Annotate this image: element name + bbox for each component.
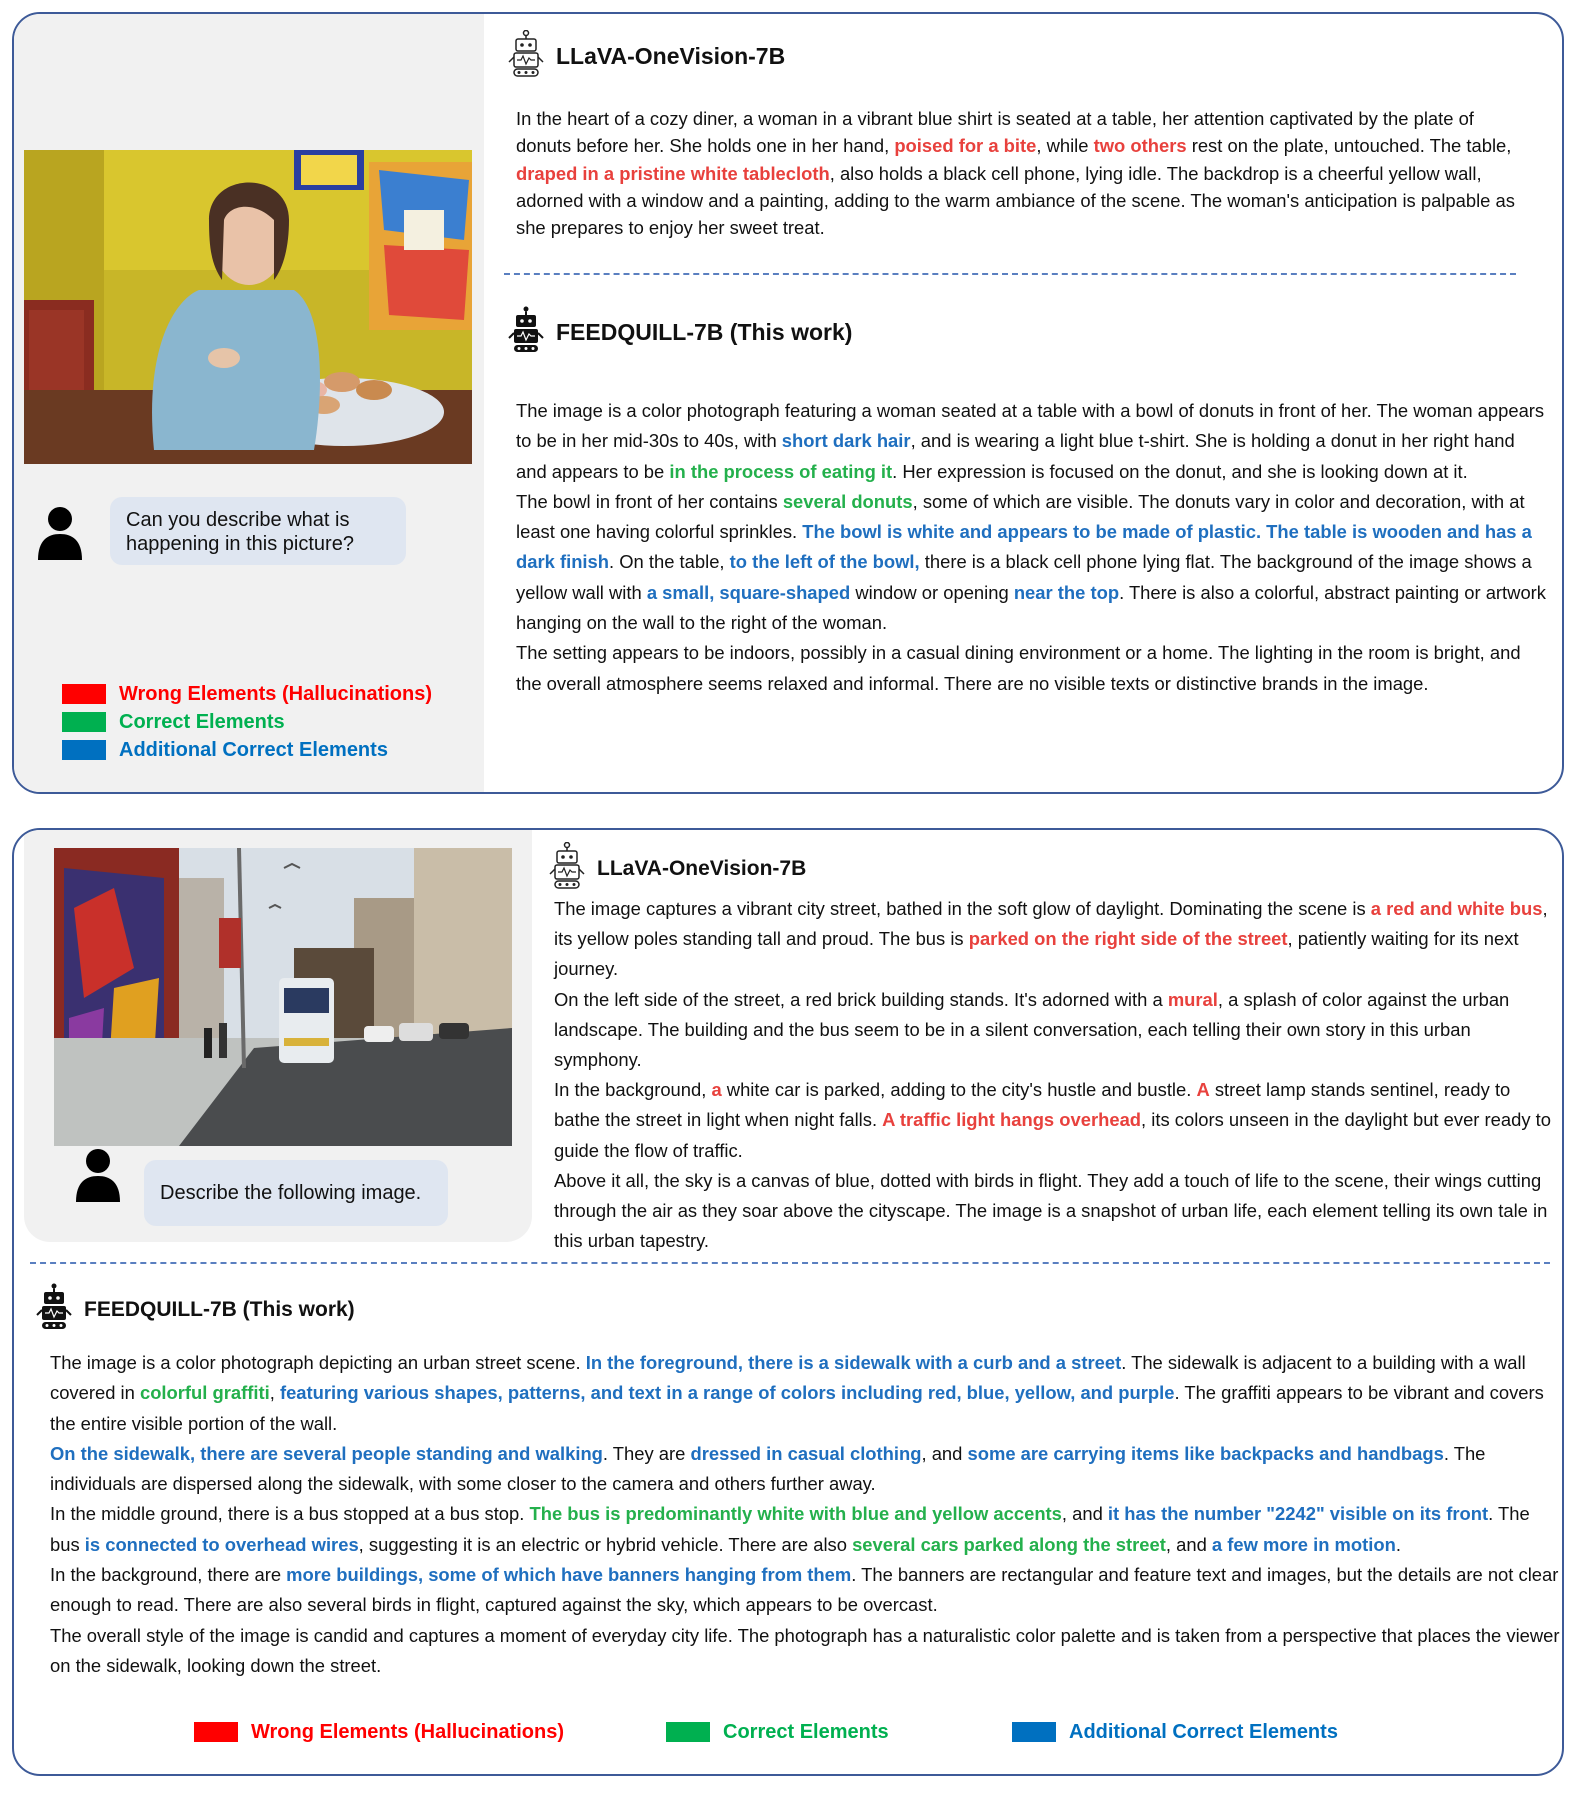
- response-paragraph: On the sidewalk, there are several people standing and walking. They are dressed in casual clothing, and some are carrying items like backpacks and handbags. The individuals are dispersed along the sidewalk, with some closer to the camera and others further away.: [50, 1442, 1486, 1495]
- model-name: FEEDQUILL-7B (This work): [84, 1297, 355, 1321]
- correct-element: several donuts: [782, 490, 913, 512]
- person-icon: [74, 1148, 122, 1202]
- legend-item-wrong: [194, 1718, 564, 1746]
- additional-correct-element: The bowl is white and appears to be made of plastic. The table is wooden and has a dark finish: [516, 521, 1532, 573]
- legend-label-wrong: Wrong Elements (Hallucinations): [119, 682, 432, 705]
- additional-correct-element: a small, square-shaped: [646, 581, 851, 603]
- legend: [62, 680, 432, 764]
- wrong-element: a red and white bus: [1370, 898, 1543, 919]
- additional-correct-element: near the top: [1013, 581, 1120, 603]
- legend-label-wrong: Wrong Elements (Hallucinations): [251, 1720, 564, 1743]
- response-paragraph: On the left side of the street, a red brick building stands. It's adorned with a mural, a splash of color against the urban landscape. The building and the bus seem to be in a silent conversation, each telling their own story in this urban symphony.: [554, 988, 1510, 1071]
- legend-swatch-correct: [666, 1722, 710, 1742]
- llava-model-header: [508, 30, 785, 83]
- wrong-element: a: [711, 1079, 722, 1101]
- response-paragraph: In the middle ground, there is a bus stopped at a bus stop. The bus is predominantly white with blue and yellow accents, and it has the number "2242" visible on its front. The bus is connected to overhead wires, suggesting it is an electric or hybrid vehicle. There are also several cars parked along the street, and a few more in motion.: [50, 1503, 1530, 1555]
- model-name: LLaVA-OneVision-7B: [556, 43, 786, 69]
- additional-correct-element: dressed in casual clothing: [690, 1442, 922, 1464]
- legend-swatch-additional: [1012, 1722, 1056, 1742]
- additional-correct-element: On the sidewalk, there are several people standing and walking: [50, 1442, 603, 1464]
- dashed-divider: [504, 273, 1516, 275]
- legend-item-correct: [62, 708, 432, 736]
- wrong-element: two others: [1093, 135, 1187, 157]
- additional-correct-element: more buildings, some of which have banners hanging from them: [286, 1564, 852, 1586]
- legend: [14, 1712, 1562, 1752]
- additional-correct-element: to the left of the bowl,: [729, 551, 920, 573]
- response-paragraph: In the background, there are more buildings, some of which have banners hanging from them. The banners are rectangular and feature text and images, but the details are not clear enough to read. There are also several birds in flight, captured against the sky, which appears to be overcast.: [50, 1564, 1559, 1616]
- legend-swatch-wrong: [194, 1722, 238, 1742]
- llava-response: [516, 105, 1526, 241]
- response-paragraph: In the heart of a cozy diner, a woman in a vibrant blue shirt is seated at a table, her attention captivated by the plate of donuts before her. She holds one in her hand, poised for a bite, while two others rest on the plate, untouched. The table, draped in a pristine white tablecloth, also holds a black cell phone, lying idle. The backdrop is a cheerful yellow wall, adorned with a window and a painting, adding to the warm ambiance of the scene. The woman's anticipation is palpable as she prepares to enjoy her sweet treat.: [516, 108, 1515, 239]
- robot-icon: [36, 1283, 72, 1336]
- additional-correct-element: is connected to overhead wires: [84, 1533, 359, 1555]
- wrong-element: draped in a pristine white tablecloth: [516, 162, 830, 184]
- additional-correct-element: short dark hair: [781, 430, 911, 452]
- example-1-panel: [12, 12, 1564, 794]
- legend-item-additional: [1012, 1718, 1338, 1746]
- feedquill-response: [516, 396, 1546, 699]
- model-name: LLaVA-OneVision-7B: [597, 856, 807, 880]
- wrong-element: A traffic light hangs overhead: [882, 1109, 1142, 1131]
- additional-correct-element: featuring various shapes, patterns, and text in a range of colors including red, blue, yellow, and purple: [279, 1382, 1175, 1404]
- correct-element: in the process of eating it: [669, 460, 893, 482]
- feedquill-response: [50, 1348, 1560, 1681]
- legend-swatch-additional: [62, 740, 106, 760]
- additional-correct-element: a few more in motion: [1211, 1533, 1396, 1555]
- legend-label-additional: Additional Correct Elements: [119, 738, 388, 761]
- response-paragraph: The image captures a vibrant city street, bathed in the soft glow of daylight. Dominating the scene is a red and white bus, its yellow poles standing tall and proud. The bus is parked on the right side of the street, patiently waiting for its next journey.: [554, 898, 1548, 980]
- wrong-element: mural: [1167, 988, 1218, 1010]
- legend-swatch-correct: [62, 712, 106, 732]
- additional-correct-element: some are carrying items like backpacks and handbags: [967, 1442, 1444, 1464]
- example-1-input-pane: [14, 14, 484, 792]
- user-question-bubble: Describe the following image.: [144, 1160, 448, 1226]
- legend-item-additional: [62, 736, 432, 764]
- wrong-element: A: [1196, 1079, 1210, 1101]
- feedquill-model-header: [36, 1283, 355, 1336]
- response-paragraph: The bowl in front of her contains several donuts, some of which are visible. The donuts vary in color and decoration, with at least one having colorful sprinkles. The bowl is white and appears to be made of plastic. The table is wooden and has a dark finish. On the table, to the left of the bowl, there is a black cell phone lying flat. The background of the image shows a yellow wall with a small, square-shaped window or opening near the top. There is also a colorful, abstract painting or artwork hanging on the wall to the right of the woman.: [516, 490, 1546, 634]
- robot-icon: [508, 306, 544, 359]
- correct-element: several cars parked along the street: [852, 1533, 1166, 1555]
- woman-donuts-photo: [24, 150, 472, 464]
- legend-label-correct: Correct Elements: [723, 1720, 889, 1743]
- additional-correct-element: In the foreground, there is a sidewalk with a curb and a street: [585, 1352, 1122, 1373]
- city-street-photo: [54, 848, 512, 1146]
- person-icon: [36, 506, 84, 560]
- legend-swatch-wrong: [62, 684, 106, 704]
- wrong-element: parked on the right side of the street: [968, 928, 1288, 950]
- response-paragraph: The setting appears to be indoors, possibly in a casual dining environment or a home. The lighting in the room is bright, and the overall atmosphere seems relaxed and informal. There are no visible texts or distinctive brands in the image.: [516, 642, 1521, 694]
- additional-correct-element: it has the number "2242" visible on its front: [1107, 1503, 1489, 1525]
- response-paragraph: Above it all, the sky is a canvas of blue, dotted with birds in flight. They add a touch of life to the scene, their wings cutting through the air as they soar above the cityscape. The image is a snapshot of urban life, each element telling its own tale in this urban tapestry.: [554, 1169, 1548, 1252]
- feedquill-model-header: [508, 306, 852, 359]
- llava-model-header: [549, 842, 806, 895]
- robot-icon: [549, 842, 585, 895]
- response-paragraph: The image is a color photograph depicting an urban street scene. In the foreground, there is a sidewalk with a curb and a street. The sidewalk is adjacent to a building with a wall covered in colorful graffiti, featuring various shapes, patterns, and text in a range of colors including red, blue, yellow, and purple. The graffiti appears to be vibrant and covers the entire visible portion of the wall.: [50, 1352, 1544, 1434]
- correct-element: colorful graffiti: [139, 1382, 270, 1404]
- response-paragraph: The overall style of the image is candid and captures a moment of everyday city life. The photograph has a naturalistic color palette and is taken from a perspective that places the viewer on the sidewalk, looking down the street.: [50, 1624, 1560, 1676]
- model-name: FEEDQUILL-7B (This work): [556, 319, 853, 345]
- robot-icon: [508, 30, 544, 83]
- legend-label-correct: Correct Elements: [119, 710, 285, 733]
- dashed-divider: [30, 1262, 1550, 1264]
- legend-item-correct: [666, 1718, 889, 1746]
- example-2-panel: [12, 828, 1564, 1776]
- wrong-element: poised for a bite: [894, 135, 1037, 157]
- user-question-bubble: Can you describe what is happening in this picture?: [110, 497, 406, 565]
- legend-label-additional: Additional Correct Elements: [1069, 1720, 1338, 1743]
- llava-response: [554, 894, 1560, 1256]
- example-2-input-pane: [24, 830, 532, 1242]
- response-paragraph: In the background, a white car is parked, adding to the city's hustle and bustle. A street lamp stands sentinel, ready to bathe the street in light when night falls. A traffic light hangs overhead, its colors unseen in the daylight but ever ready to guide the flow of traffic.: [554, 1079, 1551, 1161]
- legend-item-wrong: [62, 680, 432, 708]
- correct-element: The bus is predominantly white with blue and yellow accents: [529, 1503, 1062, 1525]
- response-paragraph: The image is a color photograph featuring a woman seated at a table with a bowl of donuts in front of her. The woman appears to be in her mid-30s to 40s, with short dark hair, and is wearing a light blue t-shirt. She is holding a donut in her right hand and appears to be in the process of eating it. Her expression is focused on the donut, and she is looking down at it.: [516, 400, 1545, 482]
